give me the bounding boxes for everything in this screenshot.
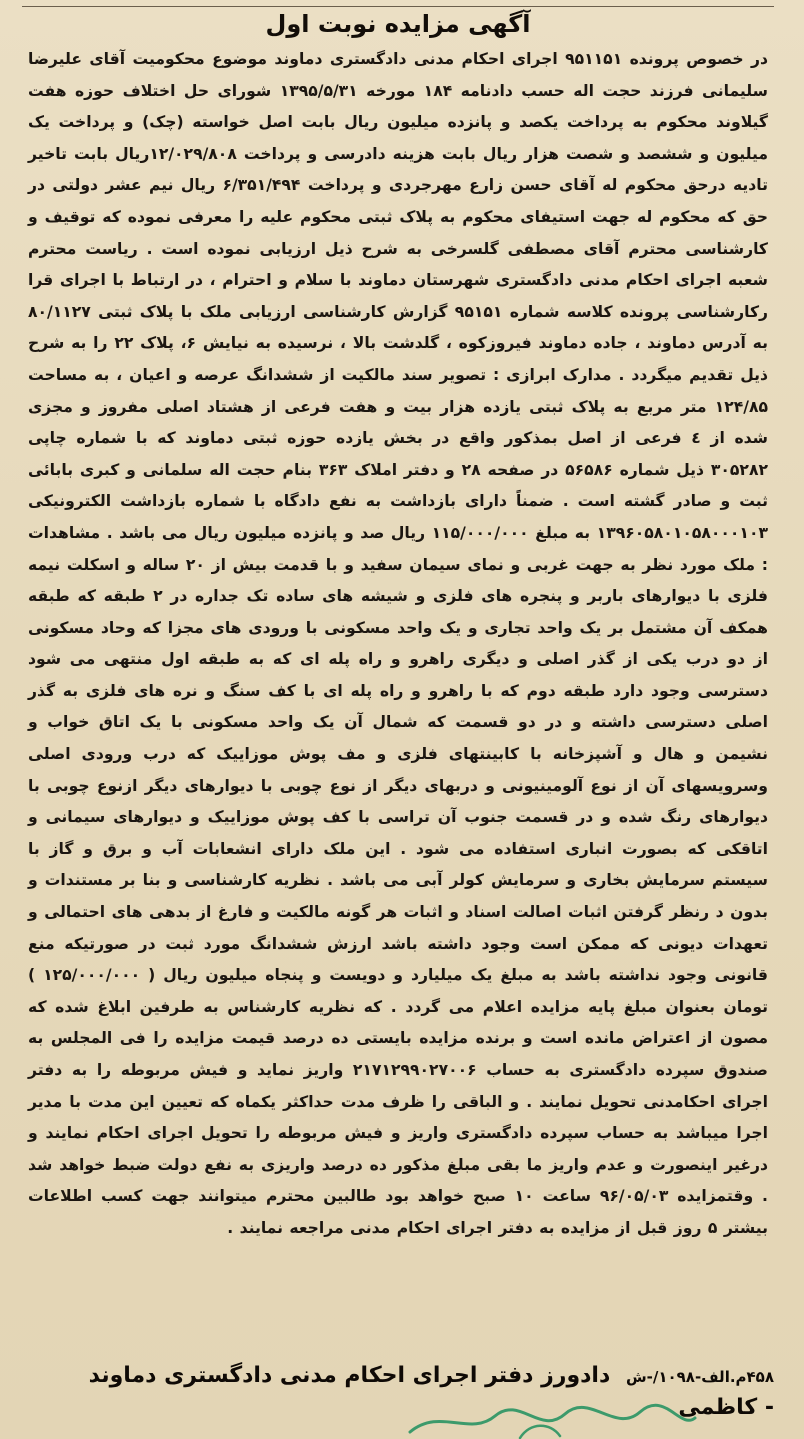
notice-code: ۴۵۸م.الف-۱۰۹۸/-ش — [625, 1368, 774, 1386]
issuing-office: دادورز دفتر اجرای احکام مدنی دادگستری دماوند — [88, 1363, 611, 1388]
stamp-scribble-icon — [400, 1402, 700, 1439]
green-stamp-mark — [400, 1402, 700, 1439]
officer-name: - کاظمی — [678, 1395, 774, 1420]
auction-notice — [28, 8, 768, 1245]
footer-signature-line — [30, 1360, 774, 1393]
notice-title: آگهی مزایده نوبت اول — [265, 10, 531, 38]
notice-body: در خصوص پرونده ۹۵۱۱۵۱ اجرای احکام مدنی دادگستری دماوند موضوع محکومیت آقای علیرضا سلیمانی فرزند حجت اله حسب دادنامه ۱۸۴ مورخه ۱۳۹۵/۵/۳۱ شورای حل اختلاف حوزه هفت گیلاوند محکوم به پرداخت یکصد و پانزده میلیون ریال بابت اصل خواسته (چک) و پرداخت یک میلیون و ششصد و شصت هزار ریال بابت هزینه دادرسی و پرداخت ۱۲/۰۲۹/۸۰۸ریال بابت تاخیر تادیه درحق محکوم له آقای حسن زارع مهرجردی و پرداخت ۶/۳۵۱/۴۹۴ ریال نیم عشر دولتی در حق که محکوم له جهت استیفای محکوم به پلاک ثبتی محکوم علیه را معرفی نموده که توقیف و کارشناسی محترم آقای مصطفی گلسرخی به شرح ذیل ارزیابی نموده است . ریاست محترم شعبه اجرای احکام مدنی دادگستری شهرستان دماوند با سلام و احترام ، در ارتباط با اجرای قرا رکارشناسی پرونده کلاسه شماره ۹۵۱۵۱ گزارش کارشناسی ارزیابی ملک با پلاک ثبتی ۸۰/۱۱۲۷ به آدرس دماوند ، جاده دماوند فیروزکوه ، گلدشت بالا ، نرسیده به نیایش ۶، پلاک ۲۲ را به شرح ذیل تقدیم میگردد . مدارک ابرازی : تصویر سند مالکیت از ششدانگ عرصه و اعیان ، به مساحت ۱۲۴/۸۵ متر مربع به پلاک ثبتی یازده هزار بیت و هفت فرعی از هشتاد اصلی مفروز و مجزی شده از ٤ فرعی از اصل بمذکور واقع در بخش یازده حوزه ثبتی دماوند که با شماره چاپی ۳۰۵۲۸۲ ذیل شماره ۵۶۵۸۶ در صفحه ۲۸ و دفتر املاک ۳۶۳ بنام حجت اله سلمانی و کبری بابائی ثبت و صادر گشته است . ضمناً دارای بازداشت به نفع دادگاه با شماره بازداشت الکترونیکی ۱۳۹۶۰۵۸۰۱۰۵۸۰۰۰۱۰۳ به مبلغ ۱۱۵/۰۰۰/۰۰۰ ریال صد و پانزده میلیون ریال می باشد . مشاهدات : ملک مورد نظر به جهت غربی و نمای سیمان سفید و با قدمت بیش از ۲۰ ساله و اسکلت نیمه فلزی با دیوارهای باربر و پنجره های فلزی و شیشه های ساده تک جداره در ۲ طبقه که طبقه همکف آن مشتمل بر یک واحد تجاری و یک واحد مسکونی با ورودی های مجزا که وحاد مسکونی از دو درب یکی از گذر اصلی و دیگری راهرو و راه پله ای که به طبقه اول منتهی می شود دسترسی وجود دارد طبقه دوم که با راهرو و راه پله ای با کف سنگ و نره های فلزی به گذر اصلی دسترسی داشته و در دو قسمت که شمال آن یک واحد مسکونی با یک اتاق خواب و نشیمن و هال و آشپزخانه با کابینتهای فلزی و مف پوش موزاییک که درب ورودی اصلی وسرویسهای آن از نوع آلومینیونی و دربهای دیگر از نوع چوبی با دیوارهای دیگر ازنوع چوبی با دیوارهای رنگ شده و در قسمت جنوب آن تراسی با کف پوش موزاییک و دیوارهای سیمانی و اتاقکی که بصورت انباری استفاده می شود . این ملک دارای انشعابات آب و برق و گاز با سیستم سرمایش بخاری و سرمایش کولر آبی می باشد . نظریه کارشناسی و بنا بر مستندات و بدون د رنظر گرفتن اثبات اصالت اسناد و اثبات هر گونه مالکیت و فارغ از بدهی های احتمالی و تعهدات دیونی که ممکن است وجود داشته باشد ارزش ششدانگ مورد ثبت در صورتیکه منع قانونی وجود نداشته باشد به مبلغ یک میلیارد و دویست و پنجاه میلیون ریال ( ۱۲۵/۰۰۰/۰۰۰ ) تومان بعنوان مبلغ پایه مزایده اعلام می گردد . که نظریه کارشناس به طرفین ابلاغ شده که مصون از اعتراض مانده است و برنده مزایده بایستی ده درصد قیمت مزایده را فی المجلس به صندوق سپرده دادگستری به حساب ۲۱۷۱۲۹۹۰۲۷۰۰۶ واریز نماید و فیش مربوطه را به دفتر اجرای احکامدنی تحویل نمایند . و الباقی را ظرف مدت حداکثر یکماه که تعیین این مدت با مدیر اجرا میباشد به حساب سپرده دادگستری واریز و فیش مربوطه را تحویل اجرای احکام نمایند و درغیر اینصورت و عدم واریز ما بقی مبلغ مذکور ده درصد واریزی به نفع دولت ضبط خواهد شد . وقتمزایده ۹۶/۰۵/۰۳ ساعت ۱۰ صبح خواهد بود طالبین محترم میتوانند جهت کسب اطلاعات بیشتر ۵ روز قبل از مزایده به دفتر اجرای احکام مدنی مراجعه نمایند . — [28, 50, 769, 1237]
